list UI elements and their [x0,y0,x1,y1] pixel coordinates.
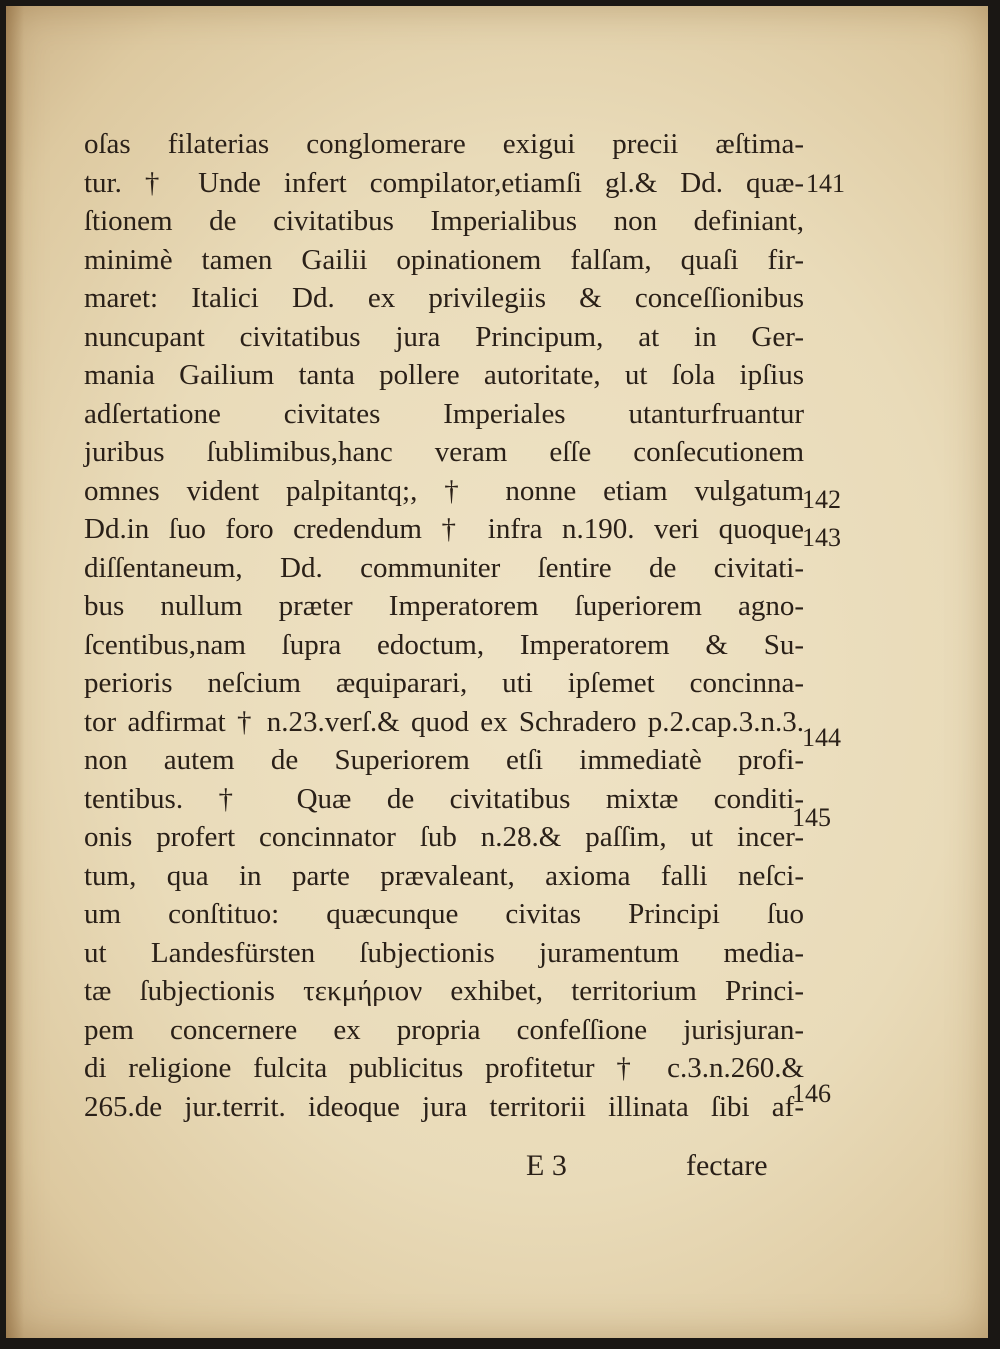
text-line: tum, qua in parte prævaleant, axioma falli neſci- [84,859,804,892]
text-line: oſas filaterias conglomerare exigui precii æſtima- [84,128,804,160]
margin-number: 143 [802,523,841,552]
text-line: juribus ſublimibus,hanc veram eſſe conſecutionem [84,436,804,468]
margin-number: 141 [806,169,845,198]
text-line: di religione fulcita publicitus profitetur † c.3.n.260.& [84,1052,804,1084]
text-line: ut Landesfürsten ſubjectionis juramentum media- [84,936,804,969]
text-line: adſertatione civitates Imperiales utanturfruantur [84,397,804,430]
text-line: um conſtituo: quæcunque civitas Principi ſuo [84,898,804,930]
text-line: nuncupant civitatibus jura Principum, at in Ger- [84,320,804,353]
text-line: ſcentibus,nam ſupra edoctum, Imperatorem & Su- [84,628,804,661]
text-line: ſtionem de civitatibus Imperialibus non definiant, [84,205,804,237]
text-line: 265.de jur.territ. ideoque jura territorii illinata ſibi af- [84,1090,804,1123]
catchword: fectare [686,1149,768,1182]
text-line: diſſentaneum, Dd. communiter ſentire de civitati- [84,551,804,584]
signature-mark: E 3 [526,1149,567,1182]
margin-number: 145 [792,803,831,832]
text-line: tor adfirmat † n.23.verſ.& quod ex Schradero p.2.cap.3.n.3. [84,705,804,738]
text-line: tur. † Unde infert compilator,etiamſi gl.& Dd. quæ- [84,166,804,199]
text-line: omnes vident palpitantq;, † nonne etiam vulgatum [84,474,804,507]
text-line: perioris neſcium æquiparari, uti ipſemet concinna- [84,667,804,699]
margin-number: 142 [802,485,841,514]
margin-number: 144 [802,723,841,752]
text-line: minimè tamen Gailii opinationem falſam, quaſi fir- [84,243,804,276]
text-line: maret: Italici Dd. ex privilegiis & conceſſionibus [84,282,804,314]
text-line: pem concernere ex propria confeſſione jurisjuran- [84,1013,804,1046]
text-line: non autem de Superiorem etſi immediatè profi- [84,744,804,776]
margin-number: 146 [792,1079,831,1108]
book-page [6,6,988,1338]
text-line: Dd.in ſuo foro credendum † infra n.190. veri quoque [84,513,804,545]
text-line: onis profert concinnator ſub n.28.& paſſim, ut incer- [84,821,804,853]
text-line: bus nullum præter Imperatorem ſuperiorem agno- [84,590,804,622]
text-line: mania Gailium tanta pollere autoritate, ut ſola ipſius [84,359,804,391]
text-line: tæ ſubjectionis τεκμήριον exhibet, territorium Princi- [84,975,804,1007]
text-line: tentibus. † Quæ de civitatibus mixtæ conditi- [84,782,804,815]
